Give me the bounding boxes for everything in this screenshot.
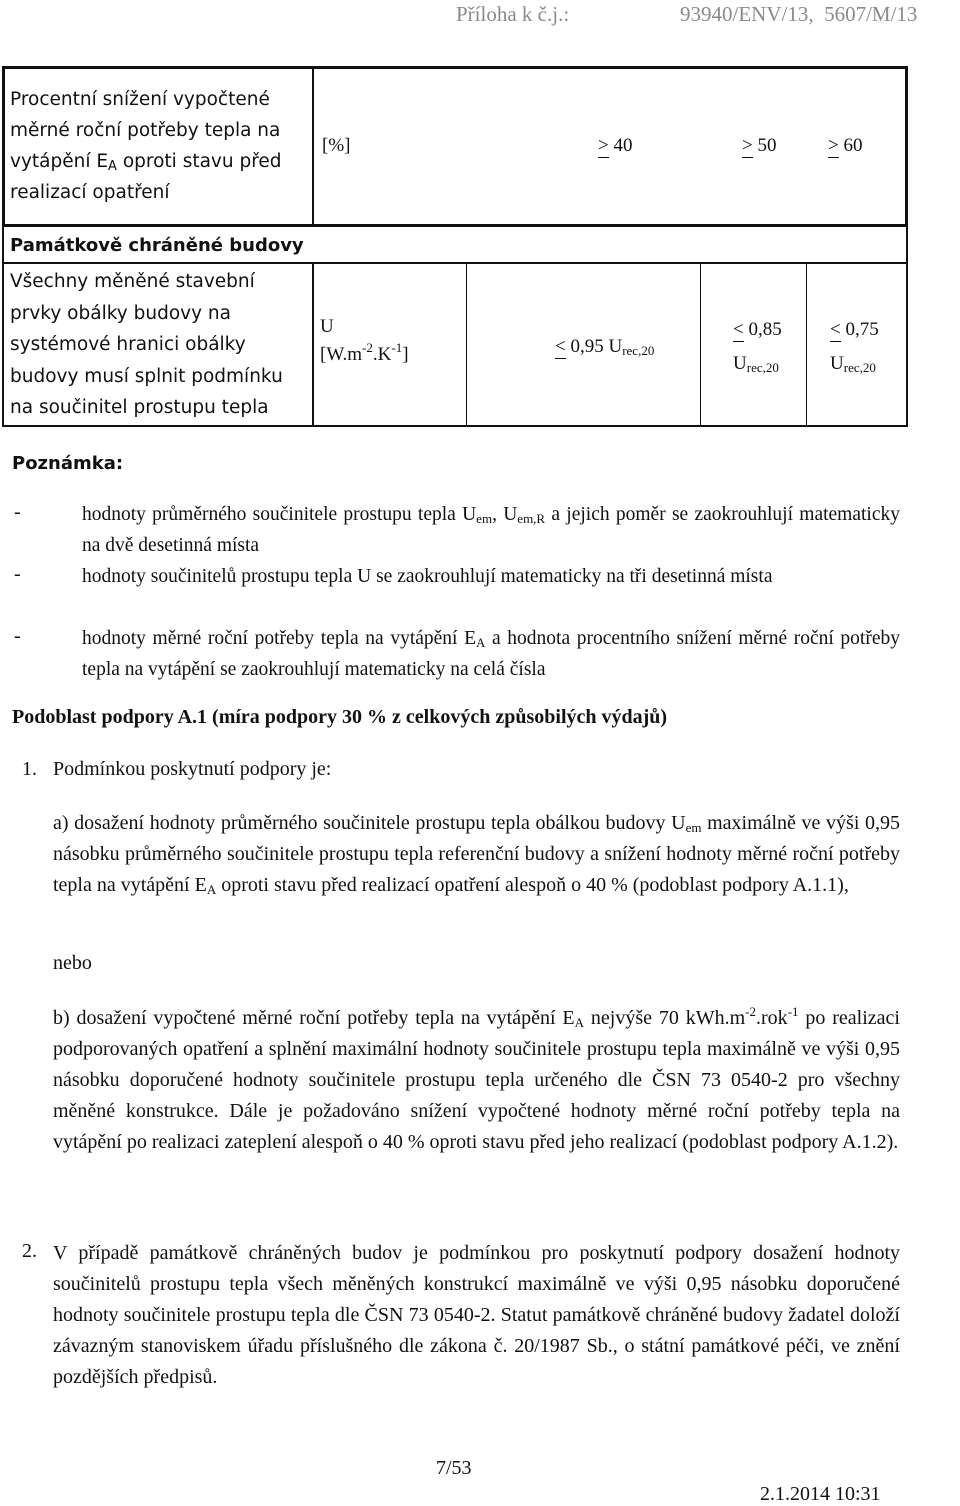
note-dash-2: - xyxy=(14,563,21,585)
note-item-3: hodnoty měrné roční potřeby tepla na vytápění $E_A$ a hodnota procentního snížení měrné roční potřeby tepla na vytápění se zaokrouhlují matematicky na celá čísla xyxy=(82,628,900,680)
row2-value-085: < 0,85 $U_{rec,20}$ xyxy=(733,319,782,375)
reference-numbers: 93940/ENV/13, 5607/M/13 xyxy=(680,2,918,26)
subarea-title: Podoblast podpory A.1 (míra podpory 30 % z celkových způsobilých výdajů) xyxy=(12,706,668,728)
row1-label: Procentní snížení vypočtené měrné roční potřeby tepla na vytápění $E_A$ oproti stavu před realizací opatření xyxy=(10,89,282,203)
note-title: Poznámka: xyxy=(12,453,124,474)
note-item-1: hodnoty průměrného součinitele prostupu tepla $U_{em}$, $U_{em,R}$ a jejich poměr se zaokrouhlují matematicky na dvě desetinná místa xyxy=(82,504,900,556)
condition-1-text: Podmínkou poskytnutí podpory je: xyxy=(53,758,332,780)
row1-value-50: > 50 xyxy=(742,135,777,156)
note-dash-3: - xyxy=(14,625,21,647)
row2-value-075: < 0,75 $U_{rec,20}$ xyxy=(830,319,879,375)
condition-b: b) dosažení vypočtené měrné roční potřeby tepla na vytápění $E_A$ nejvýše 70 $kWh.m^{-2}.rok^{-1}$ po realizaci podporovaných opatření a splnění maximální hodnoty součinitele prostupu tepla maximálně ve výši 0,95 násobku doporučené hodnoty součinitele prostupu tepla určeného dle ČSN 73 0540-2 pro všechny měněné konstrukce. Dále je požadováno snížení vypočtené hodnoty měrné roční potřeby tepla na vytápění po realizaci zateplení alespoň o 40 % oproti stavu před jeho realizací (podoblast podpory A.1.2). xyxy=(53,1004,900,1153)
row1-value-60: > 60 xyxy=(828,135,863,156)
row2-unit: U $[W.m^{-2}.K^{-1}]$ xyxy=(320,316,409,365)
row1-value-40: > 40 xyxy=(598,135,633,156)
row1-unit: [%] xyxy=(322,135,351,156)
note-dash-1: - xyxy=(14,501,21,523)
condition-2-number: 2. xyxy=(22,1240,37,1262)
condition-2-text: V případě památkově chráněných budov je podmínkou pro poskytnutí podpory dosažení hodnoty součinitelů prostupu tepla všech měněných konstrukcí maximálně ve výši 0,95 násobku doporučené hodnoty součinitele prostupu tepla dle ČSN 73 0540-2. Statut památkově chráněné budovy žadatel doloží závazným stanoviskem úřadu příslušného dle zákona č. 20/1987 Sb., o státní památkové péči, ve znění pozdějších předpisů. xyxy=(53,1242,900,1388)
condition-a: a) dosažení hodnoty průměrného součinitele prostupu tepla obálkou budovy $U_{em}$ maximálně ve výši 0,95 násobku průměrného součinitele prostupu tepla referenční budovy a snížení hodnoty měrné roční potřeby tepla na vytápění $E_A$ oproti stavu před realizací opatření alespoň o 40 % (podoblast podpory A.1.1), xyxy=(53,812,900,897)
annex-label: Příloha k č.j.: xyxy=(456,2,570,26)
condition-1-number: 1. xyxy=(22,758,37,780)
or-text: nebo xyxy=(53,952,92,974)
row2-value-095: < 0,95 $U_{rec,20}$ xyxy=(555,336,655,358)
page-number: 7/53 xyxy=(436,1457,472,1479)
note-item-2: hodnoty součinitelů prostupu tepla U se zaokrouhlují matematicky na tři desetinná místa xyxy=(82,566,773,587)
row2-label: Všechny měněné stavební prvky obálky budovy na systémové hranici obálky budovy musí splnit podmínku na součinitel prostupu tepla xyxy=(10,271,283,418)
print-datetime: 2.1.2014 10:31 xyxy=(760,1483,881,1505)
section-title: Památkově chráněné budovy xyxy=(10,235,304,256)
